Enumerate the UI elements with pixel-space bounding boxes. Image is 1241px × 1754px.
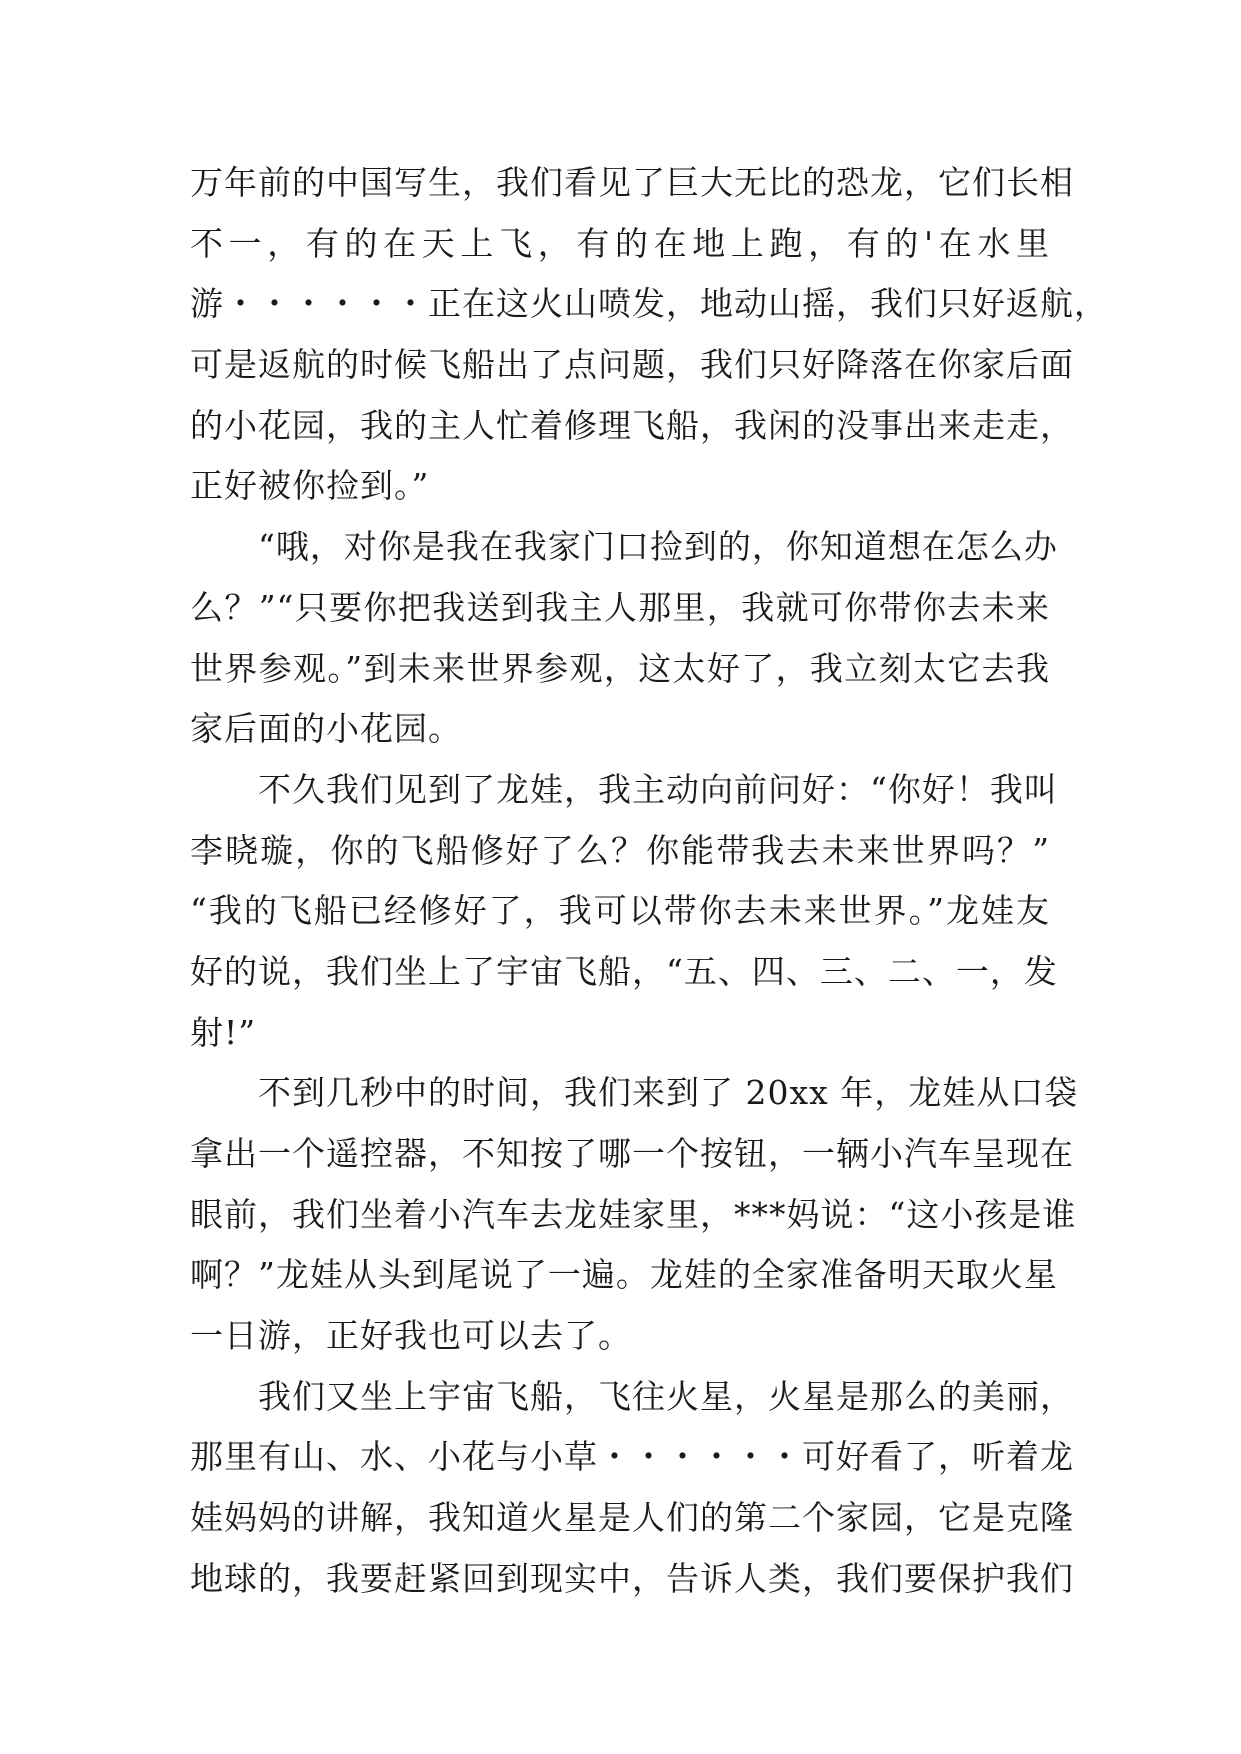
text-line: 眼前，我们坐着小汽车去龙娃家里，***妈说：“这小孩是谁 xyxy=(190,1194,1077,1234)
text-line: 射!” xyxy=(190,1012,257,1052)
text-line: 的小花园，我的主人忙着修理飞船，我闲的没事出来走走， xyxy=(190,405,1074,445)
text-line: 那里有山、水、小花与小草・・・・・・可好看了，听着龙 xyxy=(190,1437,1074,1477)
text-line: 李晓璇，你的飞船修好了么？你能带我去未来世界吗？” xyxy=(190,830,1050,870)
text-line: 世界参观。”到未来世界参观，这太好了，我立刻太它去我 xyxy=(190,648,1050,688)
text-line: 一日游，正好我也可以去了。 xyxy=(190,1316,632,1356)
text-line: 么？”“只要你把我送到我主人那里，我就可你带你去未来 xyxy=(190,587,1050,627)
text-line: 万年前的中国写生，我们看见了巨大无比的恐龙，它们长相 xyxy=(190,163,1074,202)
text-line: 拿出一个遥控器，不知按了哪一个按钮，一辆小汽车呈现在 xyxy=(190,1134,1074,1173)
story-body xyxy=(190,153,1108,1610)
text-line: 正好被你捡到。” xyxy=(190,466,430,506)
paragraph-first-line: “哦，对你是我在我家门口捡到的，你知道想在怎么办 xyxy=(258,527,1058,567)
text-line: 娃妈妈的讲解，我知道火星是人们的第二个家园，它是克隆 xyxy=(190,1498,1074,1538)
text-line: 啊？”龙娃从头到尾说了一遍。龙娃的全家准备明天取火星 xyxy=(190,1255,1058,1295)
text-line: 好的说，我们坐上了宇宙飞船，“五、四、三、二、一，发 xyxy=(190,951,1058,991)
text-line: “我的飞船已经修好了，我可以带你去未来世界。”龙娃友 xyxy=(190,891,1050,931)
text-line: 家后面的小花园。 xyxy=(190,709,462,749)
text-line: 游・・・・・・正在这火山喷发，地动山摇，我们只好返航， xyxy=(190,284,1108,324)
paragraph-first-line: 我们又坐上宇宙飞船，飞往火星，火星是那么的美丽， xyxy=(258,1376,1074,1416)
paragraph-first-line: 不到几秒中的时间，我们来到了 20xx 年，龙娃从口袋 xyxy=(258,1073,1079,1113)
text-line: 不一，有的在天上飞，有的在地上跑，有的'在水里 xyxy=(190,223,1050,263)
text-line: 地球的，我要赶紧回到现实中，告诉人类，我们要保护我们 xyxy=(190,1558,1074,1598)
paragraph-first-line: 不久我们见到了龙娃，我主动向前问好：“你好！我叫 xyxy=(258,769,1058,809)
text-line: 可是返航的时候飞船出了点问题，我们只好降落在你家后面 xyxy=(190,345,1074,385)
